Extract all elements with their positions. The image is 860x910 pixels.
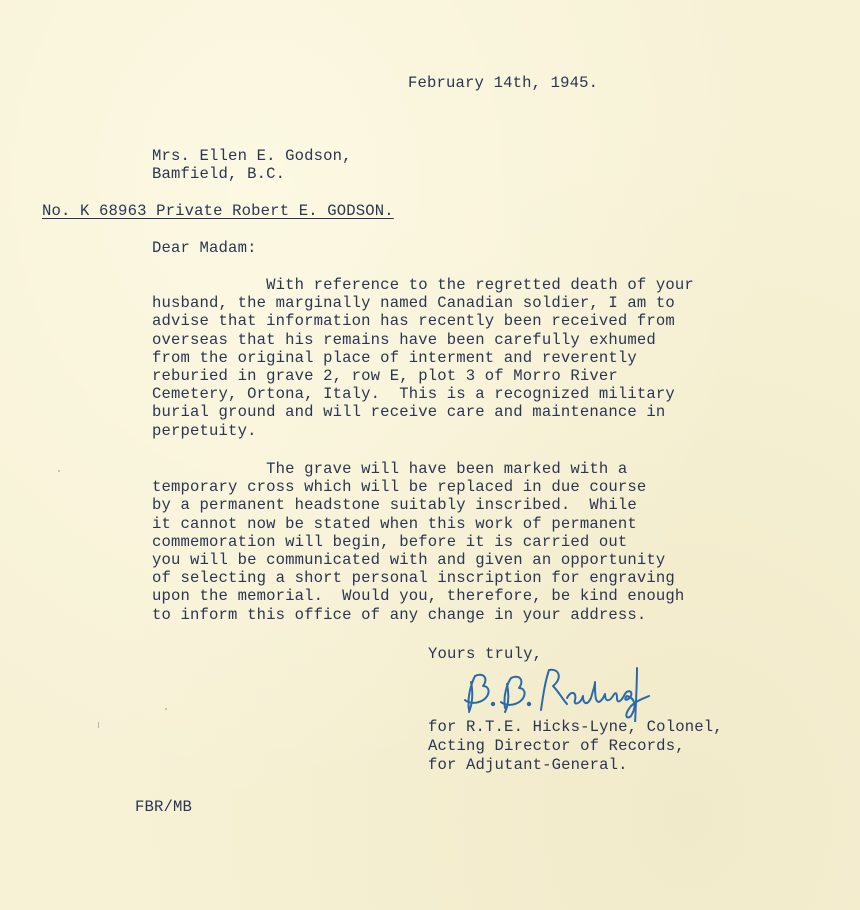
paragraph-1-line: husband, the marginally named Canadian soldier, I am to (152, 294, 675, 313)
salutation: Dear Madam: (152, 239, 257, 257)
recipient-location: Bamfield, B.C. (152, 165, 286, 183)
paragraph-1-line: from the original place of interment and reverently (152, 348, 637, 367)
paragraph-2-line: The grave will have been marked with a (152, 460, 628, 478)
paragraph-2-line: upon the memorial. Would you, therefore, be kind enough (152, 587, 685, 606)
paper-speck (165, 708, 167, 710)
handwritten-signature (455, 662, 655, 722)
paragraph-2-line: temporary cross which will be replaced in due course (152, 478, 647, 497)
paragraph-1-line: Cemetery, Ortona, Italy. This is a recognized military (152, 385, 675, 404)
paper-speck (98, 722, 99, 728)
paragraph-2-line: to inform this office of any change in your address. (152, 605, 647, 624)
paragraph-2-line: it cannot now be stated when this work of permanent (152, 514, 637, 533)
reference-line: No. K 68963 Private Robert E. GODSON. (42, 202, 394, 220)
paragraph-1-line: With reference to the regretted death of your (152, 276, 694, 294)
typist-initials: FBR/MB (135, 798, 193, 816)
paragraph-1-line: advise that information has recently been received from (152, 312, 675, 331)
signatory-line-1: for R.T.E. Hicks-Lyne, Colonel, (428, 718, 723, 736)
paragraph-2-line: you will be communicated with and given an opportunity (152, 550, 666, 569)
letter-date: February 14th, 1945. (408, 74, 599, 92)
paragraph-2 (152, 460, 792, 624)
paragraph-1-line: reburied in grave 2, row E, plot 3 of Morro River (152, 366, 618, 385)
paragraph-2-line: commemoration will begin, before it is carried out (152, 532, 628, 551)
signatory-line-2: Acting Director of Records, (428, 737, 685, 755)
paragraph-2-line: of selecting a short personal inscription for engraving (152, 569, 675, 588)
paragraph-2-line: by a permanent headstone suitably inscribed. While (152, 496, 637, 515)
closing: Yours truly, (428, 645, 543, 663)
paragraph-1-line: burial ground and will receive care and maintenance in (152, 403, 666, 422)
paper-speck (58, 470, 60, 472)
recipient-name: Mrs. Ellen E. Godson, (152, 147, 352, 165)
paragraph-1-line: perpetuity. (152, 421, 257, 440)
paragraph-1-line: overseas that his remains have been carefully exhumed (152, 330, 656, 349)
signatory-line-3: for Adjutant-General. (428, 756, 628, 774)
paragraph-1 (152, 276, 792, 440)
